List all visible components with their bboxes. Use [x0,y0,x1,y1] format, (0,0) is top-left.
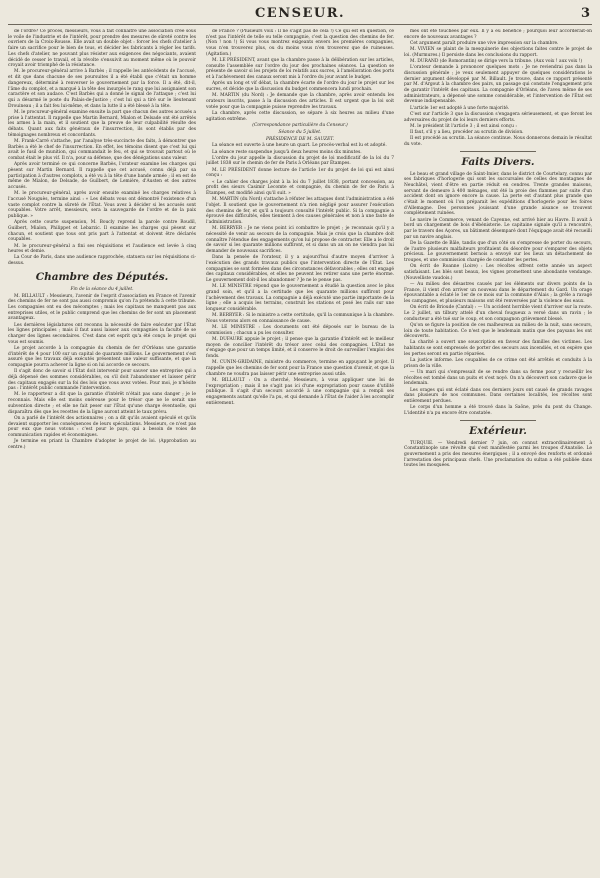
paragraph: Qu'on se figure la position de ces malheureux au milieu de la nuit, sans secours, loin de toute habitation. Ce n'est que le lendemain matin que des paysans les ont découverts. [404,322,592,340]
paragraph: M. le président lit l'article 3 ; il est ainsi conçu : [410,123,517,129]
paragraph: Il s'agit donc de savoir si l'État doit intervenir pour sauver une entreprise qui a déjà dépensé des sommes considérables, ou s'il doit l'abandonner et laisser périr des capitaux engagés sur la foi des lois que vous avez votées. Pour moi, je n'hésite pas : l'intérêt public commande l'intervention. [8,369,196,392]
paragraph: La séance reste suspendue jusqu'à deux heures moins dix minutes. [212,149,362,155]
divider [460,420,535,421]
paragraph: M. CUNIN-GRIDAINE, ministre du commerce, termine en appuyant le projet. Il rappelle que les chemins de fer sont pour la France une question d'avenir, et que la chambre ne voudra pas laisser périr une entreprise aussi utile. [206,360,394,377]
paragraph: M. le procureur-général, après avoir ensuite examiné les charges relatives à l'accusé Nouguès, termine ainsi : « Les débats vous ont démontré l'existence d'un vaste complot contre la sûreté de l'État. Vous avez à décider si les accusés sont coupables. Votre arrêt, messieurs, sera la sauvegarde de l'ordre et de la paix publique. » [8,191,196,219]
paragraph: Il est procédé au scrutin. La séance continue. Nous donnerons demain le résultat du vote. [404,136,592,147]
paragraph: M. le procureur-général examine ensuite la part que chacun des autres accusés a prise à l'attentat. Il rappelle que Martin Bernard, Mialon et Delsade ont été arrêtés les armes à la main, et il soutient que la preuve de leur culpabilité résulte des débats. Quant aux faits généraux de l'insurrection, ils sont établis par des témoignages nombreux et concordants. [8,109,196,138]
paragraph: M. VIVIEN se plaint de la mesquinerie des objections faites contre le projet de loi. (Murmures.) Il persiste dans les conclusions du rapport. [404,47,592,58]
page-number: 3 [580,6,590,21]
paragraph: La séance est ouverte à une heure un quart. Le procès-verbal est lu et adopté. [212,143,387,149]
section-heading-faits-divers: Faits Divers. [461,155,535,168]
paragraph: M. LE MINISTRE répond que le gouvernement a étudié la question avec le plus grand soin, et qu'il a la certitude que les quarante millions suffiront pour l'achèvement des travaux. La compagnie a déjà exécuté une partie importante de la ligne ; elle a acquis les terrains, construit les stations et posé les rails sur une longueur considérable. [206,284,394,313]
paragraph: M. LE PRÉSIDENT donne lecture de l'article 1er du projet de loi qui est ainsi conçu : [206,167,394,179]
paragraph: L'orateur demande à prononcer quelques mots : Je ne reviendrai pas dans la discussion générale ; je veux seulement appuyer de quelques considérations le dernier argument développé par M. Billault. Je trouve, dans ce rapport présenté par M. d'Argout à la chambre des pairs, un passage qui constate l'engagement pris de garantir l'intérêt des capitaux. La compagnie d'Orléans, de l'aveu même de ses administrateurs, a dépensé une somme considérable, et l'intervention de l'État est devenue indispensable. [404,65,592,105]
paragraph: Dans la pensée de l'orateur, il y a aujourd'hui d'autre moyen d'arriver à l'exécution des grands travaux publics que l'intervention directe de l'État. Les compagnies se sont formées dans des circonstances défavorables ; elles ont engagé des capitaux considérables, et elles ne peuvent les retirer sans une perte énorme. Le gouvernement doit-il les abandonner ? Je ne le pense pas. [206,255,394,284]
paragraph: M. BILLAULT : Messieurs, l'avenir de l'esprit d'association en France et l'avenir des chemins de fer ne sont pas aussi compromis qu'on l'a prétendu à cette tribune. Les compagnies ont eu des mécomptes ; mais les capitaux ne manquent pas aux entreprises utiles, et le public comprend que les chemins de fer sont un placement avantageux. [8,293,196,322]
paragraph: M. DURAND (de Romorantin) se dirige vers la tribune. (Aux voix ! aux voix !) [410,59,583,65]
paragraph: La chambre, après cette discussion, se sépare à six heures au milieu d'une agitation extrême. [206,110,394,122]
section-dateline: Fin de la séance du 4 juillet. [70,286,134,292]
session-dateline: Séance du 5 juillet. [278,129,322,135]
columns [8,29,592,875]
paragraph: La charité a ouvert une souscription en faveur des familles des victimes. Les habitants se sont empressés de porter des secours aux incendiés, et on espère que les pertes seront en partie réparées. [404,340,592,357]
paragraph: M. le procureur-général arrive à Barbès ; il rappelle les antécédents de l'accusé, et dit que dans chacune de ses poursuites il a été établi que c'était un homme dangereux, déterminé à renverser le gouvernement par la force. Il a été, dit-il, l'âme du complot, et a marqué à la tête des insurgés le rang que lui assignaient son caractère et son audace. C'est Barbès qui a donné le signal de l'attaque ; c'est lui qui a désarmé le poste du Palais-de-Justice ; c'est lui qui a tiré sur le lieutenant Drouineau ; il a fait feu lui-même, et dans la lutte il a été blessé à la tête. [8,69,196,109]
paragraph: M. le procureur-général a fini ses réquisitions et l'audience est levée à cinq heures et demie. [8,243,196,255]
section-heading-chambre: Chambre des Députés. [35,270,169,283]
paragraph: Je termine en priant la Chambre d'adopter le projet de loi. (Approbation au centre.) [8,439,196,450]
paragraph: On a parlé de l'intérêt des actionnaires ; on a dit qu'ils avaient spéculé et qu'ils devaient supporter les conséquences de leurs spéculations. Messieurs, ce n'est pas pour eux que nous votons : c'est pour le pays, qui a besoin de voies de communication rapides et économiques. [8,415,196,438]
divider [460,151,535,152]
paragraph: — Un mari qui s'empressait de se rendre dans sa ferme pour y recueillir les récoltes est tombé dans un puits et s'est noyé. On n'a découvert son cadavre que le lendemain. [404,369,592,387]
paragraph: Après avoir terminé ce qui concerne Barbès, l'orateur examine les charges qui pèsent sur Martin Bernard. Il rappelle que cet accusé, connu déjà par sa participation à d'autres complots, a été vu à la tête d'une bande armée ; il en est de même de Mialon, de Delsade, de Guilbert, de Lemière, d'Austen et des autres accusés. [8,162,196,190]
presidency-line: PRÉSIDENCE DE M. SAUZET. [266,136,334,142]
paragraph: La justice informe. Les coupables de ce crime ont été arrêtés et conduits à la prison de la ville. [404,358,592,369]
paragraph: M. BILLAULT : On a cherché, Messieurs, à vous appliquer une loi de l'expropriation ; mais il ne s'agit pas ici d'une expropriation pour cause d'utilité publique. Il s'agit d'un secours accordé à une compagnie qui a rempli ses engagements autant qu'elle l'a pu, et qui demande à l'État de l'aider à les accomplir entièrement. [206,377,394,406]
paragraph: Après cette courte suspension, M. Boucly reprend la parole contre Roudil, Guilbert, Mialon, Philippet et Lebarzic. Il examine les charges qui pèsent sur chacun, et soutient que tous ont pris part à l'attentat et doivent être déclarés coupables. [8,220,196,243]
paragraph: mes ont été touchées par eux. Il y a eu bénéfice ; pourquoi leur accorderait-on encore de nouveaux avantages ? [404,29,592,40]
paragraph: C'est sur l'article 3 que la discussion s'engagera sérieusement, et que feront les adversaires du projet de loi leurs derniers efforts. [404,111,592,123]
paragraph: M. MARTIN (du Nord) : Je demande que la chambre, après avoir entendu les orateurs inscrits, passe à la discussion des articles. Il est urgent que la loi soit votée pour que la compagnie puisse reprendre les travaux. [206,93,394,110]
paragraph: M. LE PRÉSIDENT, avant que la chambre passe à la délibération sur les articles, consulte l'assemblée sur l'ordre du jour des prochaines séances. La question se présente de savoir si les projets de loi relatifs aux sucres, à l'amélioration des ports et à l'achèvement des canaux seront mis à l'ordre du jour avant le budget. [206,58,394,81]
section-heading-exterieur: Extérieur. [469,424,527,437]
column-1 [8,29,196,875]
correspondence-subhead: (Correspondance particulière du Censeur.) [252,123,348,129]
paragraph: Le corps d'un homme a été trouvé dans la Saône, près du pont du Change. L'identité n'a pu encore être constatée. [404,405,592,416]
paragraph: M. BERRYER : Si le ministre a cette certitude, qu'il la communique à la chambre. Nous voterons alors en connaissance de cause. [206,313,394,324]
paragraph: La Cour de Paris, dans une audience rapprochée, statuera sur les réquisitions ci-dessus. [8,255,196,267]
paragraph: De la Gazette de Bâle, tandis que d'un côté on s'empresse de porter du secours, de l'autre plusieurs malfaiteurs profitaient du désordre pour s'emparer des objets précieux. Le gouvernement bernois a envoyé sur les lieux un détachement de troupes, et une commission chargée de constater les pertes. [404,241,592,264]
paragraph: On écrit de Roanne (Loire) : Les récoltes offrent cette année un aspect satisfaisant. Les blés sont beaux, les vignes promettent une abondante vendange. (Nouvelliste vaudois.) [404,264,592,281]
paragraph: Il faut, s'il y a lieu, procéder au scrutin de division. [410,129,524,135]
paragraph: de l'ordre? Ce procès, messieurs, vous a fait connaître une association crée sous le voile de l'industrie et de l'intérêt, pour prendre des mesures de sûreté contre les ouvriers de la Croix-Rousse. Elle avait un double objet : forcer les chefs d'atelier à faire un sacrifice pour le bien de tous, et décider les fabricants à régler les tarifs. Les chefs d'atelier, ne pouvant plus résister aux exigences des négociants, avaient décidé de cesser le travail, et la révolte s'ensuivit au moment même où le pouvoir croyait avoir triomphé de la résistance. [8,29,196,69]
column-2 [206,29,394,875]
paragraph: Cet argument paraît produire une vive impression sur la chambre. [410,40,559,46]
paragraph: Les dernières législatures ont reconnu la nécessité de faire exécuter par l'État les lignes principales ; mais il faut aussi laisser aux compagnies la faculté de se charger des lignes secondaires. C'est dans cet esprit qu'a été conçu le projet qui vous est soumis. [8,322,196,345]
paragraph: Les orages qui ont éclaté dans ces derniers jours ont causé de grands ravages dans plusieurs de nos communes. Dans certaines localités, les récoltes sont entièrement perdues. [404,387,592,404]
paragraph: On écrit de Brioude (Cantal) : — Un accident horrible vient d'arriver sur la route. Le 2 juillet, un tilbury attelé d'un cheval fougueux a versé dans un ravin ; le conducteur a été tué sur le coup, et son compagnon grièvement blessé. [404,305,592,322]
paragraph: de France ? (Plusieurs voix : Il ne s'agit pas de cela !) Ce qui est en question, ce n'est pas l'intérêt de telle ou telle compagnie, c'est la question des chemins de fer. (Non ! non !) Si vous vous montrez exigeants envers les premières compagnies, vous n'en trouverez plus, ou du moins vous n'en trouverez que de ruineuses. (Agitation.) [206,29,394,57]
newspaper-title: CENSEUR. [254,6,346,21]
paragraph: M. DUFAURE appuie le projet ; il pense que la garantie d'intérêt est le meilleur moyen de concilier l'intérêt du trésor avec celui des compagnies. L'État ne s'engage que pour un temps limité, et il conserve le droit de surveiller l'emploi des fonds. [206,337,394,360]
paragraph: M. MARTIN (du Nord) s'attache à réfuter les attaques dont l'administration a été l'objet. Il soutient que le gouvernement n'a rien négligé pour assurer l'exécution des chemins de fer, et qu'il a toujours consulté l'intérêt public. Si la compagnie a éprouvé des difficultés, elles tiennent à des causes générales et non à une faute de l'administration. [206,197,394,225]
paragraph: Le navire le Commerce, venant de Cayenne, est arrivé hier au Havre. Il avait à bord un chargement de bois d'ébénisterie. Le capitaine signale qu'il a rencontré, par le travers des Açores, un bâtiment désemparé dont l'équipage avait été recueilli par un navire anglais. [404,217,592,240]
paragraph: Après un long et vif débat, la chambre écarte de l'ordre du jour le projet sur les sucres, et décide que la discussion du budget commencera lundi prochain. [206,81,394,93]
paragraph: M. LE MINISTRE : Les documents ont été déposés sur le bureau de la commission ; chacun a pu les consulter. [206,325,394,336]
paragraph: M. Frank-Carré s'attache, par l'analyse très-succincte des faits, à démontrer que Barbès a été le chef de l'insurrection. En effet, les témoins disent que c'est lui qui avait le fusil de munition, qui commandait le feu, et qui se trouvait partout où le combat était le plus vif. Il n'a, pour sa défense, que des dénégations sans valeur. [8,138,196,161]
masthead [8,6,592,25]
paragraph: TURQUIE. — Vendredi dernier 7 juin, on connut extraordinairement à Constantinople une révolte qui s'est manifestée parmi les troupes d'Anatolie. Le gouvernement a pris des mesures énergiques ; il a envoyé des renforts et ordonné l'arrestation des principaux chefs. Une proclamation du sultan a été publiée dans toutes les mosquées. [404,440,592,469]
paragraph: Le projet accorde à la compagnie du chemin de fer d'Orléans une garantie d'intérêt de 4 pour 100 sur un capital de quarante millions. Le gouvernement s'est assuré que les travaux déjà exécutés présentent une valeur suffisante, et que la compagnie pourra achever la ligne si on lui accorde ce secours. [8,345,196,368]
paragraph: M. BERRYER : Je ne viens point ici combattre le projet ; je reconnais qu'il y a nécessité de venir au secours de la compagnie. Mais je crois que la chambre doit connaître l'étendue des engagements qu'on lui propose de contracter. Elle a le droit de savoir si les quarante millions suffiront, et si dans un an on ne viendra pas lui demander de nouveaux sacrifices. [206,226,394,255]
paragraph: M. le rapporteur a dit que la garantie d'intérêt n'était pas sans danger ; je le reconnais. Mais elle est moins onéreuse pour le trésor que ne le serait une subvention directe ; et elle ne fait peser sur l'État qu'une charge éventuelle, qui disparaîtra dès que les recettes de la ligne auront atteint le taux prévu. [8,392,196,415]
paragraph: Le beau et grand village de Saint-Imier, dans le district de Courtelary, connu par ses fabriques d'horlogerie qui sont les succursales de celles des montagnes de Neuchâtel, vient d'être en partie réduit en cendres. Trente grandes maisons, servant de demeure à 400 ménages, ont été la proie des flammes par suite d'un accident dont on ignore encore la cause. La perte est d'autant plus grande que c'était le moment où l'on préparait les expéditions d'horlogerie pour les foires d'Allemagne. Des personnes jouissant d'une grande aisance se trouvent complètement ruinées. [404,171,592,217]
paragraph: L'article 1er est adopté à une forte majorité. [410,105,510,111]
paragraph: L'ordre du jour appelle la discussion du projet de loi modificatif de la loi du 7 juillet 1838 sur le chemin de fer de Paris à Orléans par Étampes. [206,155,394,167]
column-3 [404,29,592,875]
paragraph: — Au milieu des désastres causés par les éléments sur divers points de la France, il vient d'en arriver un nouveau dans le département du Gard. Un orage épouvantable a éclaté le 1er de ce mois sur la commune d'Alais ; la grêle a ravagé les campagnes, et plusieurs maisons ont été renversées par la violence des eaux. [404,281,592,305]
paragraph: « Le cahier des charges joint à la loi du 7 juillet 1838, portant concession, au profit des sieurs Casimir Lecomte et compagnie, du chemin de fer de Paris à Étampes, est modifié ainsi qu'il suit. » [206,179,394,196]
